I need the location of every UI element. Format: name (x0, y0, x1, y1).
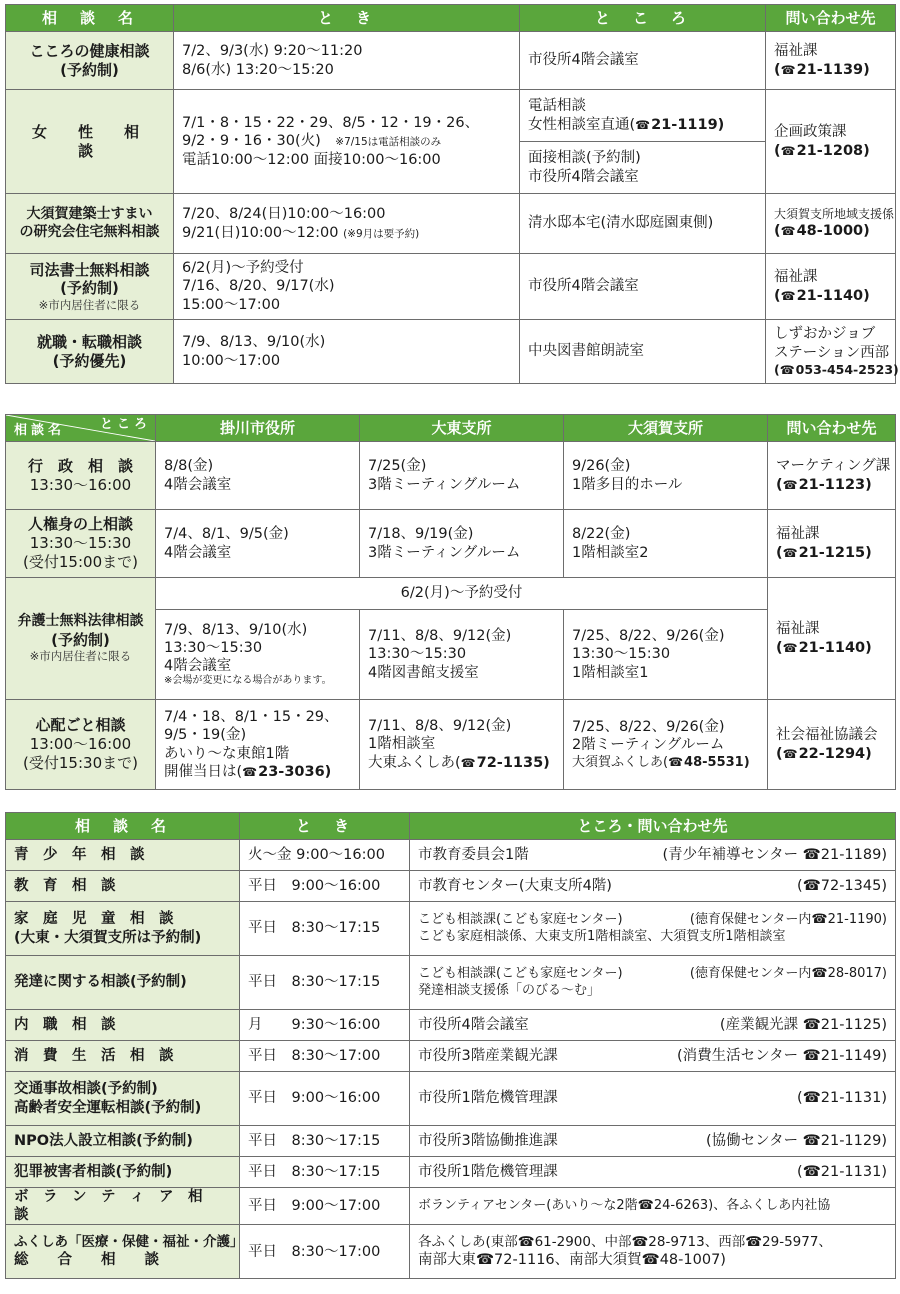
consultation-table-2 (5, 414, 896, 790)
consultation-time: 平日 9:00〜17:00 (240, 1188, 410, 1225)
table-row (6, 510, 896, 578)
table-row (6, 442, 896, 510)
osuka-cell: 8/22(金) 1階相談室2 (564, 510, 768, 578)
consultation-table-1 (5, 4, 899, 384)
consultation-contact: 福祉課 (☎21-1139) (766, 32, 896, 90)
consultation-place: こども相談課(こども家庭センター) (徳育保健センター内☎21-1190) こども家庭相談係、大東支所1階相談室、大須賀支所1階相談室 (410, 902, 896, 956)
osuka-cell: 7/25、8/22、9/26(金) 13:30〜15:30 1階相談室1 (564, 610, 768, 700)
table-row (6, 1041, 896, 1072)
consultation-name: 教 育 相 談 (6, 871, 240, 902)
consultation-time: 平日 8:30〜17:15 (240, 956, 410, 1010)
consultation-place: 市教育センター(大東支所4階) (☎72-1345) (410, 871, 896, 902)
consultation-place: ボランティアセンター(あいり〜な2階☎24-6263)、各ふくしあ内社協 (410, 1188, 896, 1225)
phone-icon: ☎ (782, 477, 798, 492)
consultation-place: 各ふくしあ(東部☎61-2900、中部☎28-9713、西部☎29-5977、 南部大東☎72-1116、南部大須賀☎48-1007) (410, 1225, 896, 1279)
consultation-place: こども相談課(こども家庭センター) (徳育保健センター内☎28-8017) 発達相談支援係「のびる〜む」 (410, 956, 896, 1010)
consultation-table-3 (5, 812, 896, 1279)
table2-header-daito: 大東支所 (360, 415, 564, 442)
consultation-place: 市役所4階会議室 (520, 254, 766, 320)
consultation-time: 平日 8:30〜17:15 (240, 1157, 410, 1188)
table2-header-osuka: 大須賀支所 (564, 415, 768, 442)
phone-icon: ☎ (779, 362, 795, 377)
consultation-name: 大須賀建築士すまい の研究会住宅無料相談 (6, 194, 174, 254)
table-row (6, 194, 896, 254)
consultation-time: 7/2、9/3(水) 9:20〜11:20 8/6(水) 13:20〜15:20 (174, 32, 520, 90)
consultation-contact: しずおかジョブ ステーション西部 (☎053-454-2523) (766, 320, 896, 384)
consultation-place: 市教育委員会1階 (青少年補導センター ☎21-1189) (410, 840, 896, 871)
table-row (6, 1225, 896, 1279)
consultation-name: 消 費 生 活 相 談 (6, 1041, 240, 1072)
table1-header-time: と き (174, 5, 520, 32)
consultation-name: 人権身の上相談 13:30〜15:30 (受付15:00まで) (6, 510, 156, 578)
table2-corner-header: ところ 相談名 (6, 415, 156, 442)
consultation-time: 平日 8:30〜17:15 (240, 1126, 410, 1157)
osuka-cell: 7/25、8/22、9/26(金) 2階ミーティングルーム 大須賀ふくしあ(☎48-5531) (564, 700, 768, 790)
consultation-contact: 福祉課 (☎21-1140) (766, 254, 896, 320)
consultation-time: 火〜金 9:00〜16:00 (240, 840, 410, 871)
daito-cell: 7/11、8/8、9/12(金) 13:30〜15:30 4階図書館支援室 (360, 610, 564, 700)
phone-icon: ☎ (780, 62, 796, 77)
phone-icon: ☎ (460, 755, 476, 770)
consultation-place: 市役所1階危機管理課 (☎21-1131) (410, 1072, 896, 1126)
city-hall-cell: 7/9、8/13、9/10(水) 13:30〜15:30 4階会議室 ※会場が変更になる場合があります。 (156, 610, 360, 700)
consultation-time: 月 9:30〜16:00 (240, 1010, 410, 1041)
table-row (6, 32, 896, 90)
table-row (6, 1072, 896, 1126)
table3-header-time: と き (240, 813, 410, 840)
table-row (6, 902, 896, 956)
consultation-time: 平日 8:30〜17:00 (240, 1041, 410, 1072)
consultation-contact: 大須賀支所地域支援係 (☎48-1000) (766, 194, 896, 254)
consultation-contact: マーケティング課 (☎21-1123) (768, 442, 896, 510)
table-row (6, 320, 896, 384)
city-hall-cell: 7/4・18、8/1・15・29、 9/5・19(金) あいり〜な東館1階 開催当日は(☎23-3036) (156, 700, 360, 790)
consultation-name: こころの健康相談 (予約制) (6, 32, 174, 90)
phone-icon: ☎ (668, 754, 684, 769)
consultation-name: 弁護士無料法律相談 (予約制) ※市内居住者に限る (6, 578, 156, 700)
phone-icon: ☎ (780, 288, 796, 303)
consultation-time: 7/20、8/24(日)10:00〜16:00 9/21(日)10:00〜12:00 (※9月は要予約) (174, 194, 520, 254)
consultation-place: 市役所4階会議室 (520, 32, 766, 90)
consultation-place: 清水邸本宅(清水邸庭園東側) (520, 194, 766, 254)
table-row (6, 871, 896, 902)
table1-header-row (6, 5, 896, 32)
daito-cell: 7/18、9/19(金) 3階ミーティングルーム (360, 510, 564, 578)
phone-icon: ☎ (635, 117, 651, 132)
consultation-name: 司法書士無料相談 (予約制) ※市内居住者に限る (6, 254, 174, 320)
table3-header-place: ところ・問い合わせ先 (410, 813, 896, 840)
consultation-name: ボ ラ ン テ ィ ア 相 談 (6, 1188, 240, 1225)
consultation-place-meeting: 面接相談(予約制) 市役所4階会議室 (520, 142, 766, 194)
consultation-place: 市役所3階産業観光課 (消費生活センター ☎21-1149) (410, 1041, 896, 1072)
consultation-place: 中央図書館朗読室 (520, 320, 766, 384)
consultation-name: ふくしあ「医療・保健・福祉・介護」 総 合 相 談 (6, 1225, 240, 1279)
consultation-name: 内 職 相 談 (6, 1010, 240, 1041)
reservation-start-cell: 6/2(月)〜予約受付 (156, 578, 768, 610)
consultation-name: 行 政 相 談 13:30〜16:00 (6, 442, 156, 510)
consultation-place: 市役所4階会議室 (産業観光課 ☎21-1125) (410, 1010, 896, 1041)
table-row (6, 254, 896, 320)
consultation-time: 7/1・8・15・22・29、8/5・12・19・26、 9/2・9・16・30(火) ※7/15は電話相談のみ 電話10:00〜12:00 面接10:00〜16:00 (174, 90, 520, 194)
table3-header-row (6, 813, 896, 840)
consultation-place: 市役所1階危機管理課 (☎21-1131) (410, 1157, 896, 1188)
consultation-time: 平日 9:00〜16:00 (240, 1072, 410, 1126)
consultation-time: 平日 8:30〜17:00 (240, 1225, 410, 1279)
table-row (6, 578, 896, 610)
table3-header-name: 相 談 名 (6, 813, 240, 840)
phone-icon: ☎ (780, 223, 796, 238)
consultation-name: 就職・転職相談 (予約優先) (6, 320, 174, 384)
consultation-contact: 福祉課 (☎21-1215) (768, 510, 896, 578)
phone-icon: ☎ (782, 545, 798, 560)
consultation-name: 交通事故相談(予約制) 高齢者安全運転相談(予約制) (6, 1072, 240, 1126)
table-row (6, 1188, 896, 1225)
table2-header-row (6, 415, 896, 442)
osuka-cell: 9/26(金) 1階多目的ホール (564, 442, 768, 510)
consultation-name: 犯罪被害者相談(予約制) (6, 1157, 240, 1188)
consultation-time: 6/2(月)〜予約受付 7/16、8/20、9/17(水) 15:00〜17:00 (174, 254, 520, 320)
daito-cell: 7/11、8/8、9/12(金) 1階相談室 大東ふくしあ(☎72-1135) (360, 700, 564, 790)
consultation-name: 心配ごと相談 13:00〜16:00 (受付15:30まで) (6, 700, 156, 790)
consultation-name: 発達に関する相談(予約制) (6, 956, 240, 1010)
phone-icon: ☎ (780, 143, 796, 158)
city-hall-cell: 8/8(金) 4階会議室 (156, 442, 360, 510)
table-row (6, 1010, 896, 1041)
table-row (6, 840, 896, 871)
consultation-name: NPO法人設立相談(予約制) (6, 1126, 240, 1157)
table1-header-name: 相 談 名 (6, 5, 174, 32)
consultation-time: 平日 8:30〜17:15 (240, 902, 410, 956)
table-row (6, 1126, 896, 1157)
consultation-name: 女 性 相 談 (6, 90, 174, 194)
consultation-contact: 福祉課 (☎21-1140) (768, 578, 896, 700)
table2-header-city-hall: 掛川市役所 (156, 415, 360, 442)
table1-header-place: と こ ろ (520, 5, 766, 32)
table2-header-contact: 問い合わせ先 (768, 415, 896, 442)
table-row (6, 700, 896, 790)
phone-icon: ☎ (242, 764, 258, 779)
daito-cell: 7/25(金) 3階ミーティングルーム (360, 442, 564, 510)
consultation-name: 家 庭 児 童 相 談 (大東・大須賀支所は予約制) (6, 902, 240, 956)
phone-icon: ☎ (782, 640, 798, 655)
consultation-place-phone: 電話相談 女性相談室直通(☎21-1119) (520, 90, 766, 142)
consultation-time: 平日 9:00〜16:00 (240, 871, 410, 902)
consultation-time: 7/9、8/13、9/10(水) 10:00〜17:00 (174, 320, 520, 384)
table-row (6, 90, 896, 142)
city-hall-cell: 7/4、8/1、9/5(金) 4階会議室 (156, 510, 360, 578)
table1-header-contact: 問い合わせ先 (766, 5, 896, 32)
consultation-contact: 社会福祉協議会 (☎22-1294) (768, 700, 896, 790)
consultation-name: 青 少 年 相 談 (6, 840, 240, 871)
table-row (6, 1157, 896, 1188)
phone-icon: ☎ (782, 746, 798, 761)
table-row (6, 956, 896, 1010)
consultation-contact: 企画政策課 (☎21-1208) (766, 90, 896, 194)
consultation-place: 市役所3階協働推進課 (協働センター ☎21-1129) (410, 1126, 896, 1157)
